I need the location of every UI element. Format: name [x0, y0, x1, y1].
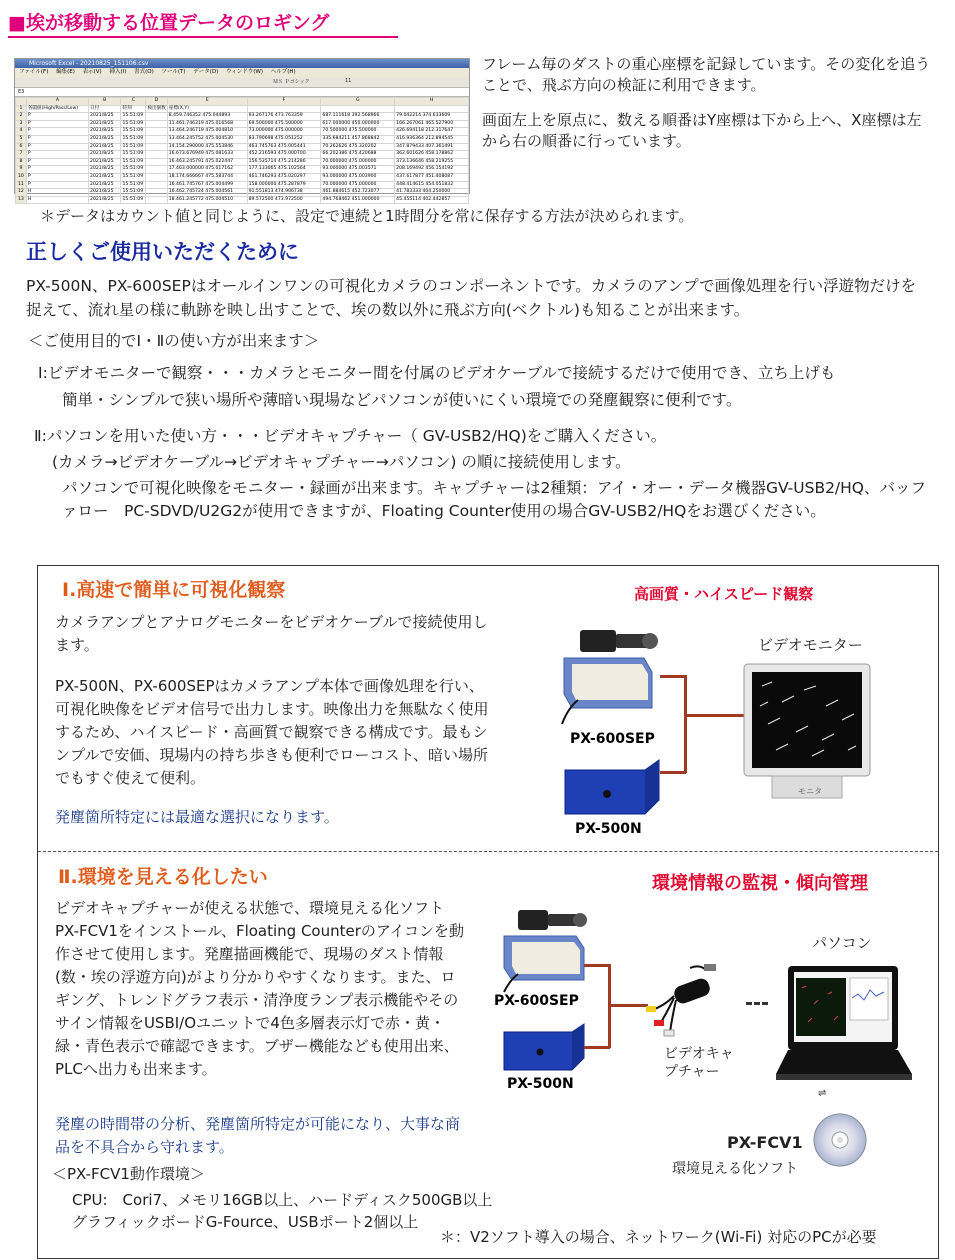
- pc-label: パソコン: [812, 934, 872, 952]
- capture-label-1: ビデオキャ: [664, 1046, 734, 1062]
- excel-cell[interactable]: 2021/8/25: [89, 151, 121, 159]
- excel-cell[interactable]: 70.262626 475.320202: [321, 143, 395, 151]
- excel-font-select[interactable]: ＭＳ Ｐゴシック: [273, 79, 310, 85]
- excel-cell[interactable]: 2021/8/25: [89, 143, 121, 151]
- env-title: ＜PX-FCV1動作環境＞: [52, 1165, 205, 1183]
- excel-menu-window[interactable]: ウィンドウ(W): [226, 69, 263, 75]
- excel-cell[interactable]: 2021/8/25: [89, 135, 121, 143]
- excel-cell[interactable]: 15:51:09: [121, 166, 146, 174]
- excel-row-number[interactable]: 3: [16, 120, 27, 128]
- cable: [584, 964, 610, 967]
- excel-row-number[interactable]: 2: [16, 113, 27, 121]
- usage-intro: PX-500N、PX-600SEPはオールインワンの可視化カメラのコンポーネントです。カメラのアンプで画像処理を行い浮遊物だけを捉えて、流れ星の様に軌跡を映し出すことで、埃の数以外に飛ぶ方向(ベクトル)も知ることが出来ます。: [26, 277, 917, 319]
- excel-cell[interactable]: 335.684211 457.868842: [321, 135, 395, 143]
- excel-cell[interactable]: 8.459.746352 475.044893: [167, 113, 247, 121]
- cable: [660, 771, 686, 774]
- excel-cell[interactable]: 69.500000 475.500000: [247, 120, 321, 128]
- env-gpu: グラフィックボードG-Fource、USBポート2個以上: [72, 1213, 419, 1231]
- excel-cell[interactable]: 426.694118 212.317647: [395, 128, 469, 136]
- excel-cell[interactable]: 13.464.245752 475.004530: [167, 135, 247, 143]
- excel-cell[interactable]: 2021/8/25: [89, 173, 121, 181]
- excel-col-header[interactable]: G: [321, 98, 395, 106]
- table-row: [16, 189, 469, 197]
- excel-header-cell[interactable]: [321, 105, 395, 113]
- excel-cell[interactable]: 177.133065 475.102564: [247, 166, 321, 174]
- px600sep-device-image-2: [500, 908, 590, 994]
- table-row: [16, 158, 469, 166]
- method2-line2: (カメラ→ビデオケーブル→ビデオキャプチャー→パソコン) の順に接続使用します。: [52, 453, 631, 471]
- excel-cell[interactable]: P: [26, 173, 88, 181]
- cable: [610, 1004, 648, 1007]
- excel-cell[interactable]: 15:51:09: [121, 143, 146, 151]
- excel-menu-tools[interactable]: ツール(T): [161, 69, 186, 75]
- excel-cell[interactable]: 448.414615 454.051832: [395, 181, 469, 189]
- excel-row-number[interactable]: 7: [16, 151, 27, 159]
- env-cpu: CPU: Cori7、メモリ16GB以上、ハードディスク500GB以上: [72, 1191, 493, 1209]
- excel-cell[interactable]: 463.745763 475.005441: [247, 143, 321, 151]
- excel-cell[interactable]: 16.673.676949 475.081633: [167, 151, 247, 159]
- table-row: [16, 173, 469, 181]
- excel-cell[interactable]: 15:51:09: [121, 189, 146, 197]
- excel-cell[interactable]: [146, 158, 167, 166]
- excel-row-number[interactable]: 6: [16, 143, 27, 151]
- usage-purpose: ＜ご使用目的でⅠ・Ⅱの使い方が出来ます＞: [28, 332, 320, 350]
- excel-cell[interactable]: H: [26, 189, 88, 197]
- excel-cell[interactable]: H: [26, 196, 88, 204]
- usb-link: [746, 1002, 768, 1008]
- excel-header-row: [16, 105, 469, 113]
- cd-disc-icon: [812, 1112, 868, 1168]
- excel-header-cell[interactable]: [395, 105, 469, 113]
- excel-cell[interactable]: 13.464.246719 475.004810: [167, 128, 247, 136]
- monitor-caption: モニタ: [798, 787, 822, 796]
- excel-cell[interactable]: 18.461.245772 475.004510: [167, 196, 247, 204]
- excel-cell[interactable]: P: [26, 128, 88, 136]
- section2-device2-label: PX-500N: [507, 1076, 574, 1092]
- excel-cell[interactable]: 15:51:09: [121, 196, 146, 204]
- excel-cell[interactable]: 156.535714 475.214286: [247, 158, 321, 166]
- table-row: [16, 181, 469, 189]
- excel-cell[interactable]: 416.936364 212.894545: [395, 135, 469, 143]
- excel-cell[interactable]: 73.000000 475.000000: [247, 128, 321, 136]
- excel-header-cell[interactable]: 検出個数: [146, 105, 167, 113]
- excel-cell[interactable]: [146, 189, 167, 197]
- video-capture-image: [644, 960, 744, 1038]
- table-row: [16, 128, 469, 136]
- section2-p2: 発塵の時間帯の分析、発塵箇所特定が可能になり、大事な商品を不具合から守れます。: [55, 1115, 461, 1156]
- excel-cell[interactable]: [146, 135, 167, 143]
- excel-col-header[interactable]: F: [247, 98, 321, 106]
- excel-cell[interactable]: 452.216593 475.000700: [247, 151, 321, 159]
- usb-symbol-icon: ⇌: [818, 1088, 827, 1099]
- excel-cell[interactable]: 70.500000 475.500000: [321, 128, 395, 136]
- excel-col-header[interactable]: H: [395, 98, 469, 106]
- video-monitor-label: ビデオモニター: [758, 636, 863, 654]
- excel-cell[interactable]: 2021/8/25: [89, 181, 121, 189]
- excel-cell[interactable]: [146, 173, 167, 181]
- excel-cell[interactable]: 15:51:09: [121, 120, 146, 128]
- section2-p1: ビデオキャプチャーが使える状態で、環境見える化ソフトPX-FCV1をインストール、Floating Counterのアイコンを動作させて使用します。発塵描画機能で、現場のダスト情報(数・埃の浮遊方向)がより分かりやすくなります。また、ロギング、トレンドグラフ表示・清浄度ランプ表示機能やそのサイン情報をUSBI/Oユニットで4色多層表示灯で赤・黄・緑・青色表示で確認できます。ブザー機能なども使用出来、PLCへ出力も出来ます。: [55, 899, 464, 1078]
- excel-row-number[interactable]: 8: [16, 158, 27, 166]
- excel-cell[interactable]: 437.617877 451.408087: [395, 173, 469, 181]
- laptop-pc-image: [774, 964, 914, 1084]
- cable: [584, 1046, 610, 1049]
- excel-cell-ref[interactable]: E3: [18, 89, 25, 95]
- excel-row-number[interactable]: 9: [16, 166, 27, 174]
- excel-col-header[interactable]: A: [26, 98, 88, 106]
- excel-cell[interactable]: 15:51:09: [121, 151, 146, 159]
- excel-row-number[interactable]: 10: [16, 173, 27, 181]
- title-underline: [8, 36, 398, 38]
- excel-titlebar: [15, 59, 469, 68]
- video-monitor-image: [742, 662, 872, 802]
- excel-cell[interactable]: 15:51:09: [121, 181, 146, 189]
- excel-cell[interactable]: 83.790698 475.051252: [247, 135, 321, 143]
- excel-cell[interactable]: 18.174.666667 475.583744: [167, 173, 247, 181]
- excel-cell[interactable]: 41.783333 404.250000: [395, 189, 469, 197]
- excel-formula-bar: [15, 88, 469, 97]
- section2-device1-label: PX-600SEP: [494, 993, 579, 1009]
- usage-heading: 正しくご使用いただくために: [26, 240, 299, 264]
- excel-cell[interactable]: [146, 166, 167, 174]
- excel-grid: [15, 97, 469, 204]
- section-divider: [38, 851, 938, 852]
- section1-p3: 発塵箇所特定には最適な選択になります。: [55, 808, 339, 826]
- excel-menubar: [15, 68, 469, 77]
- excel-row-number[interactable]: 12: [16, 189, 27, 197]
- excel-cell[interactable]: 15:51:09: [121, 113, 146, 121]
- excel-cell[interactable]: [146, 181, 167, 189]
- software-name: PX-FCV1: [727, 1133, 803, 1152]
- table-row: [16, 151, 469, 159]
- excel-cell[interactable]: P: [26, 181, 88, 189]
- excel-cell[interactable]: 45.455114 402.442857: [395, 196, 469, 204]
- excel-row-number[interactable]: 4: [16, 128, 27, 136]
- excel-cell[interactable]: 373.136646 458.219255: [395, 158, 469, 166]
- section1-tag: 高画質・ハイスピード観察: [634, 585, 814, 603]
- excel-cell[interactable]: 14.154.290000 475.553846: [167, 143, 247, 151]
- excel-cell[interactable]: [146, 196, 167, 204]
- excel-cell[interactable]: [146, 113, 167, 121]
- excel-cell[interactable]: P: [26, 151, 88, 159]
- table-row: [16, 166, 469, 174]
- excel-menu-insert[interactable]: 挿入(I): [109, 69, 127, 75]
- excel-cell[interactable]: 2021/8/25: [89, 128, 121, 136]
- excel-cell[interactable]: 687.111618 392.568966: [321, 113, 395, 121]
- excel-cell[interactable]: 93.000000 475.003571: [321, 166, 395, 174]
- excel-menu-edit[interactable]: 編集(E): [56, 69, 75, 75]
- excel-cell[interactable]: 2021/8/25: [89, 166, 121, 174]
- excel-cell[interactable]: 89.572500 473.972500: [247, 196, 321, 204]
- excel-cell[interactable]: 91.551813 474.906738: [247, 189, 321, 197]
- capture-label-2: プチャー: [664, 1064, 720, 1080]
- excel-cell[interactable]: 16.461.745767 475.004499: [167, 181, 247, 189]
- px500n-device-image-2: [502, 1022, 586, 1072]
- method1-line2: 簡単・シンプルで狭い場所や薄暗い現場などパソコンが使いにくい環境での発塵観察に便利です。: [62, 391, 742, 409]
- excel-header-cell[interactable]: 時刻: [121, 105, 146, 113]
- excel-cell[interactable]: 93.267176 473.763359: [247, 113, 321, 121]
- excel-cell[interactable]: 617.000000 450.000000: [321, 120, 395, 128]
- section1-p2: PX-500N、PX-600SEPはカメラアンプ本体で画像処理を行い、可視化映像をビデオ信号で出力します。映像出力を無駄なく使用するため、ハイスピード・高画質で観察できる構成です。最もシンプルで安価、現場内の持ち歩きも便利でローコスト、暗い場所でもすぐ使えて便利。: [55, 677, 489, 787]
- excel-cell[interactable]: P: [26, 120, 88, 128]
- section1-device1-label: PX-600SEP: [570, 731, 655, 747]
- excel-cell[interactable]: 347.879433 407.361491: [395, 143, 469, 151]
- excel-cell[interactable]: [146, 128, 167, 136]
- excel-row-number[interactable]: 1: [16, 105, 27, 113]
- excel-toolbar: [15, 77, 469, 88]
- method1-line1: Ⅰ:ビデオモニターで観察・・・カメラとモニター間を付属のビデオケーブルで接続するだけで使用でき、立ち上げも: [38, 364, 836, 382]
- excel-row-number[interactable]: 13: [16, 196, 27, 204]
- excel-cell[interactable]: 362.601626 458.178862: [395, 151, 469, 159]
- excel-cell[interactable]: 15:51:09: [121, 128, 146, 136]
- excel-col-header[interactable]: D: [146, 98, 167, 106]
- px600sep-device-image: [558, 628, 658, 726]
- excel-menu-view[interactable]: 表示(V): [82, 69, 102, 75]
- excel-cell[interactable]: 2021/8/25: [89, 196, 121, 204]
- excel-cell[interactable]: 17.463.000000 475.017162: [167, 166, 247, 174]
- excel-cell[interactable]: [146, 120, 167, 128]
- excel-cell[interactable]: 461.746293 475.020297: [247, 173, 321, 181]
- excel-cell[interactable]: 2021/8/25: [89, 158, 121, 166]
- excel-col-header[interactable]: C: [121, 98, 146, 106]
- excel-menu-format[interactable]: 書式(O): [134, 69, 154, 75]
- table-row: [16, 196, 469, 204]
- table-row: [16, 135, 469, 143]
- excel-font-size[interactable]: 11: [345, 78, 352, 84]
- excel-cell[interactable]: P: [26, 113, 88, 121]
- excel-screenshot: [14, 58, 470, 202]
- excel-cell[interactable]: 2021/8/25: [89, 189, 121, 197]
- excel-cell[interactable]: 70.000000 475.000000: [321, 181, 395, 189]
- excel-cell[interactable]: 461.884615 452.723077: [321, 189, 395, 197]
- excel-cell[interactable]: 166.267061 465.527900: [395, 120, 469, 128]
- excel-cell[interactable]: 15:51:09: [121, 158, 146, 166]
- excel-cell[interactable]: 70.000000 475.000000: [321, 158, 395, 166]
- cable: [686, 714, 744, 717]
- table-row: [16, 113, 469, 121]
- excel-cell[interactable]: 79.042214 374.633609: [395, 113, 469, 121]
- excel-col-header[interactable]: B: [89, 98, 121, 106]
- excel-cell[interactable]: 66.202386 475.420688: [321, 151, 395, 159]
- excel-cell[interactable]: 16.462.745724 475.004561: [167, 189, 247, 197]
- logging-title: ■埃が移動する位置データのロギング: [8, 12, 330, 34]
- section2-tag: 環境情報の監視・傾向管理: [652, 873, 868, 894]
- excel-cell[interactable]: P: [26, 143, 88, 151]
- excel-header-cell[interactable]: 各閾値(High/Pass/Low): [26, 105, 88, 113]
- cable: [684, 675, 687, 773]
- excel-header-cell[interactable]: [247, 105, 321, 113]
- logging-description-2: 画面左上を原点に、数える順番はY座標は下から上へ、X座標は左から右の順番に行っています。: [482, 111, 922, 150]
- excel-row-number[interactable]: 11: [16, 181, 27, 189]
- excel-cell[interactable]: P: [26, 166, 88, 174]
- method2-line1: Ⅱ:パソコンを用いた使い方・・・ビデオキャプチャー（ GV-USB2/HQ)をご購入ください。: [34, 427, 667, 445]
- excel-cell[interactable]: [146, 143, 167, 151]
- excel-row-number[interactable]: 5: [16, 135, 27, 143]
- excel-col-header[interactable]: E: [167, 98, 247, 106]
- excel-cell[interactable]: P: [26, 158, 88, 166]
- section1-p1: カメラアンプとアナログモニターをビデオケーブルで接続使用します。: [55, 613, 488, 654]
- section2-title: Ⅱ.環境を見える化したい: [58, 866, 268, 888]
- excel-menu-help[interactable]: ヘルプ(H): [270, 69, 296, 75]
- method2-line3: パソコンで可視化映像をモニター・録画が出来ます。キャプチャーは2種類：アイ・オー・データ機器GV-USB2/HQ、バッファロー PC-SDVD/U2G2が使用できますが、Floating Counter使用の場合GV-USB2/HQをお選びください。: [62, 479, 927, 520]
- table-row: [16, 143, 469, 151]
- software-subtitle: 環境見える化ソフト: [672, 1161, 798, 1177]
- excel-header-cell[interactable]: 座標(X,Y): [167, 105, 247, 113]
- excel-cell[interactable]: 158.000000 475.287879: [247, 181, 321, 189]
- excel-cell[interactable]: P: [26, 135, 88, 143]
- excel-menu-data[interactable]: データ(D): [193, 69, 219, 75]
- excel-cell[interactable]: 2021/8/25: [89, 113, 121, 121]
- excel-cell[interactable]: 16.463.245791 475.022447: [167, 158, 247, 166]
- excel-title: Microsoft Excel - 20210825_151106.csv: [29, 60, 149, 67]
- logging-note: ＊データはカウント値と同じように、設定で連続と1時間分を常に保存する方法が決められます。: [40, 207, 694, 225]
- excel-cell[interactable]: 15:51:09: [121, 135, 146, 143]
- section1-title: Ⅰ.高速で簡単に可視化観察: [62, 579, 286, 601]
- section1-device2-label: PX-500N: [575, 821, 642, 837]
- excel-menu-file[interactable]: ファイル(F): [19, 69, 49, 75]
- table-row: [16, 120, 469, 128]
- section2-note: ＊：V2ソフト導入の場合、ネットワーク(Wi-Fi) 対応のPCが必要: [440, 1228, 877, 1246]
- logging-description-1: フレーム毎のダストの重心座標を記録しています。その変化を追うことで、飛ぶ方向の検証に利用できます。: [482, 55, 931, 94]
- excel-cell[interactable]: 11.461.746319 475.016568: [167, 120, 247, 128]
- cable: [660, 675, 686, 678]
- excel-cell[interactable]: [146, 151, 167, 159]
- excel-cell[interactable]: 15:51:09: [121, 173, 146, 181]
- excel-cell[interactable]: 208.169492 456.154192: [395, 166, 469, 174]
- excel-cell[interactable]: 494.768462 451.000000: [321, 196, 395, 204]
- excel-cell[interactable]: 2021/8/25: [89, 120, 121, 128]
- excel-column-headers: [16, 98, 469, 106]
- excel-header-cell[interactable]: 日付: [89, 105, 121, 113]
- px500n-device-image: [563, 758, 661, 816]
- excel-cell[interactable]: 93.000000 475.003900: [321, 173, 395, 181]
